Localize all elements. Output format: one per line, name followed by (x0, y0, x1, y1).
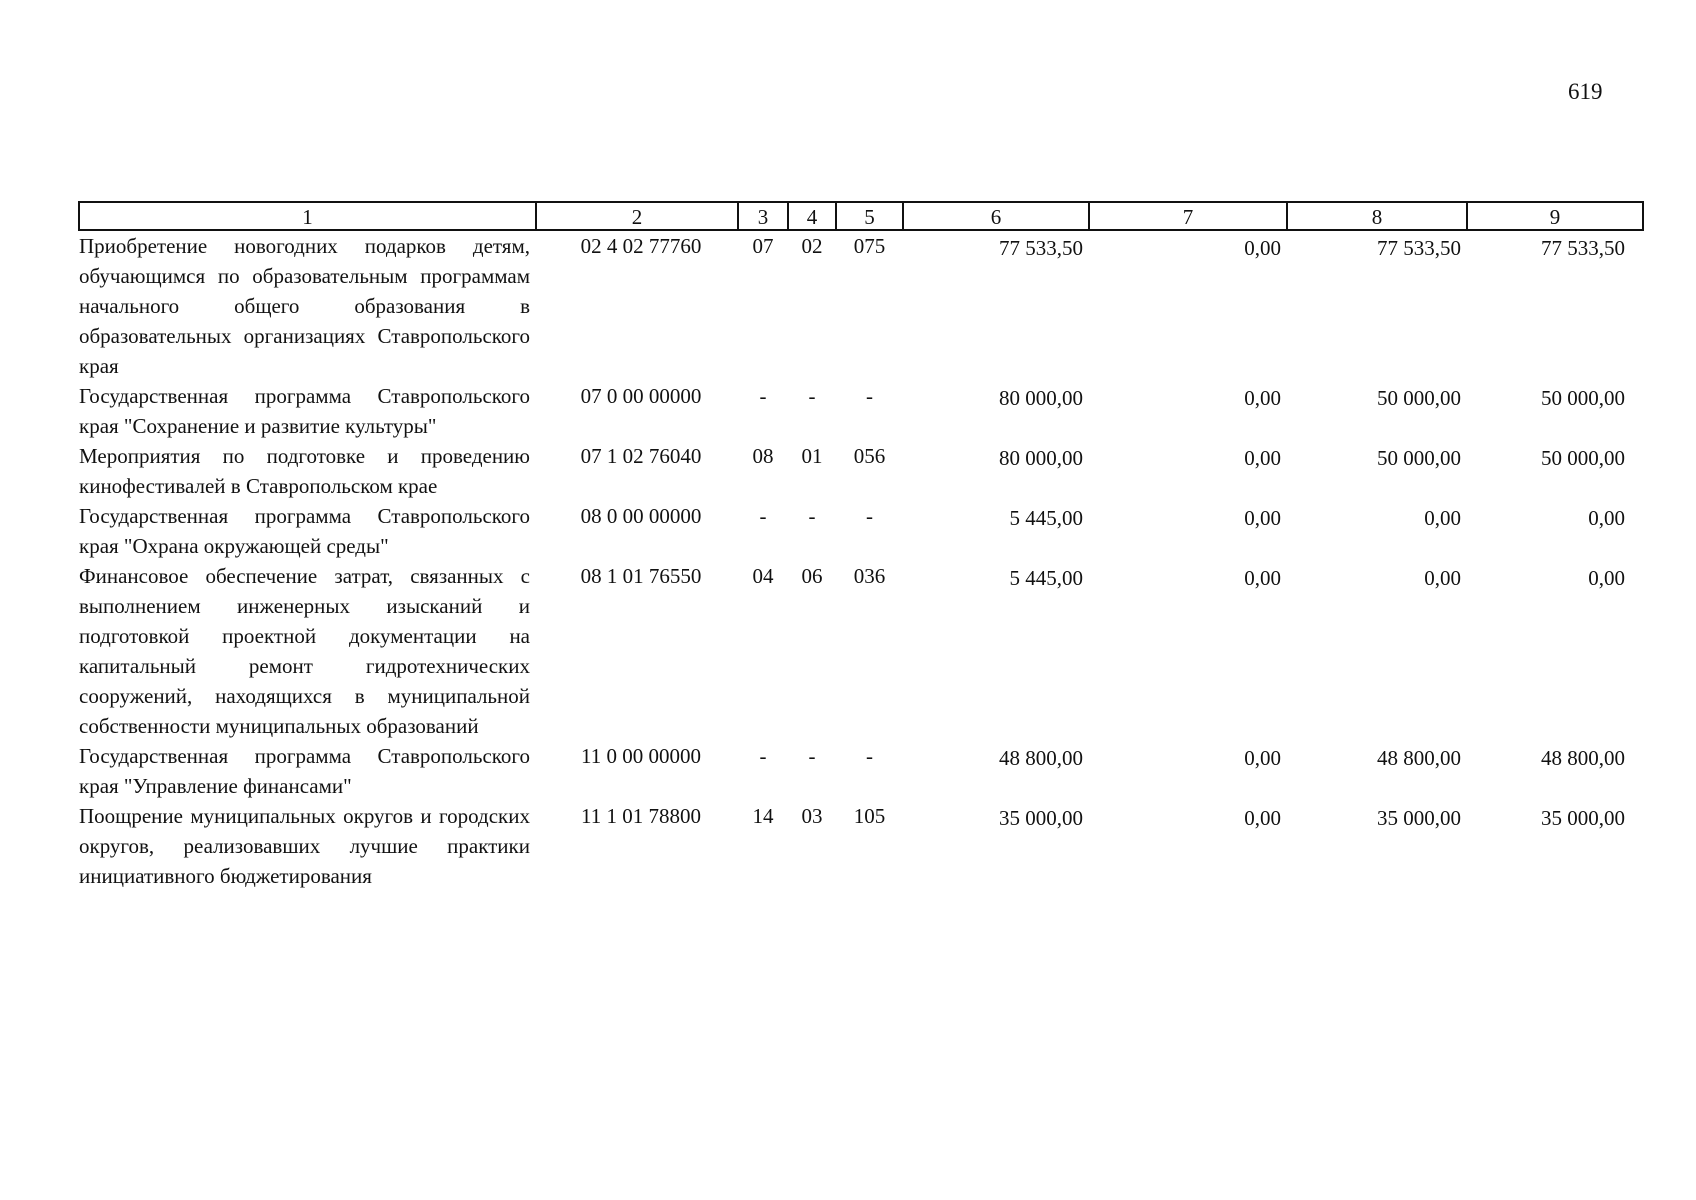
row-amount-8: 77 533,50 (1377, 236, 1461, 260)
page-number: 619 (1568, 79, 1603, 104)
row-amount-9: 0,00 (1588, 506, 1625, 530)
row-name: Приобретение новогодних подарков детям, обучающимся по образовательным программам начального общего образования в образовательных организациях Ставропольского края (79, 234, 530, 378)
row-amount-8: 0,00 (1424, 506, 1461, 530)
row-code: 02 4 02 77760 (580, 234, 702, 258)
row-code: 11 0 00 00000 (581, 744, 701, 768)
row-name: Мероприятия по подготовке и проведению кинофестивалей в Ставропольском крае (79, 444, 530, 498)
row-amount-6: 5 445,00 (1009, 566, 1083, 590)
row-name: Государственная программа Ставропольского края "Управление финансами" (79, 744, 530, 798)
row-subsection: 02 (801, 234, 823, 258)
row-subsection: 01 (801, 444, 823, 468)
row-code: 08 1 01 76550 (580, 564, 702, 588)
budget-table (78, 201, 1644, 891)
row-amount-7: 0,00 (1244, 386, 1281, 410)
table-row (79, 501, 1643, 561)
row-subsection: - (808, 504, 816, 528)
row-amount-7: 0,00 (1244, 806, 1281, 830)
column-header-3: 3 (738, 202, 788, 230)
row-expense-code: 105 (853, 804, 886, 828)
row-section: - (759, 744, 767, 768)
row-name: Государственная программа Ставропольского края "Сохранение и развитие культуры" (79, 384, 530, 438)
row-subsection: 06 (801, 564, 823, 588)
row-amount-8: 48 800,00 (1377, 746, 1461, 770)
row-amount-7: 0,00 (1244, 236, 1281, 260)
row-amount-8: 50 000,00 (1377, 386, 1461, 410)
column-header-4: 4 (788, 202, 836, 230)
table-row (79, 381, 1643, 441)
row-amount-9: 77 533,50 (1541, 236, 1625, 260)
row-amount-6: 77 533,50 (999, 236, 1083, 260)
row-expense-code: 075 (853, 234, 886, 258)
table-row (79, 230, 1643, 381)
column-header-7: 7 (1089, 202, 1287, 230)
row-subsection: 03 (801, 804, 823, 828)
column-header-1: 1 (79, 202, 536, 230)
row-section: 07 (752, 234, 774, 258)
column-header-9: 9 (1467, 202, 1643, 230)
row-amount-9: 35 000,00 (1541, 806, 1625, 830)
column-header-2: 2 (536, 202, 738, 230)
row-amount-9: 0,00 (1588, 566, 1625, 590)
row-amount-6: 35 000,00 (999, 806, 1083, 830)
table-row (79, 741, 1643, 801)
row-amount-9: 48 800,00 (1541, 746, 1625, 770)
row-amount-8: 50 000,00 (1377, 446, 1461, 470)
row-amount-8: 35 000,00 (1377, 806, 1461, 830)
table-row (79, 801, 1643, 891)
row-name: Финансовое обеспечение затрат, связанных с выполнением инженерных изысканий и подготовкой проектной документации на капитальный ремонт гидротехнических сооружений, находящихся в муниципальной собственности муниципальных образований (79, 564, 530, 738)
row-amount-8: 0,00 (1424, 566, 1461, 590)
row-amount-9: 50 000,00 (1541, 386, 1625, 410)
header-row (79, 202, 1643, 230)
row-subsection: - (808, 744, 816, 768)
row-section: - (759, 504, 767, 528)
row-code: 08 0 00 00000 (580, 504, 702, 528)
column-header-8: 8 (1287, 202, 1467, 230)
row-amount-6: 80 000,00 (999, 386, 1083, 410)
row-section: - (759, 384, 767, 408)
row-amount-7: 0,00 (1244, 566, 1281, 590)
row-expense-code: 056 (853, 444, 886, 468)
row-section: 08 (752, 444, 774, 468)
row-expense-code: - (866, 744, 873, 768)
column-header-6: 6 (903, 202, 1089, 230)
row-expense-code: - (866, 504, 873, 528)
table-row (79, 561, 1643, 741)
row-code: 07 0 00 00000 (580, 384, 702, 408)
row-amount-6: 48 800,00 (999, 746, 1083, 770)
row-amount-6: 5 445,00 (1009, 506, 1083, 530)
row-amount-9: 50 000,00 (1541, 446, 1625, 470)
column-header-5: 5 (836, 202, 903, 230)
row-code: 07 1 02 76040 (580, 444, 702, 468)
row-expense-code: 036 (853, 564, 886, 588)
row-subsection: - (808, 384, 816, 408)
row-amount-6: 80 000,00 (999, 446, 1083, 470)
row-name: Поощрение муниципальных округов и городских округов, реализовавших лучшие практики инициативного бюджетирования (79, 804, 530, 888)
row-section: 14 (752, 804, 774, 828)
table-row (79, 441, 1643, 501)
row-expense-code: - (866, 384, 873, 408)
row-amount-7: 0,00 (1244, 746, 1281, 770)
row-amount-7: 0,00 (1244, 446, 1281, 470)
table-body (79, 230, 1643, 891)
row-code: 11 1 01 78800 (581, 804, 701, 828)
table-header (79, 202, 1643, 230)
row-name: Государственная программа Ставропольского края "Охрана окружающей среды" (79, 504, 530, 558)
row-section: 04 (752, 564, 774, 588)
row-amount-7: 0,00 (1244, 506, 1281, 530)
